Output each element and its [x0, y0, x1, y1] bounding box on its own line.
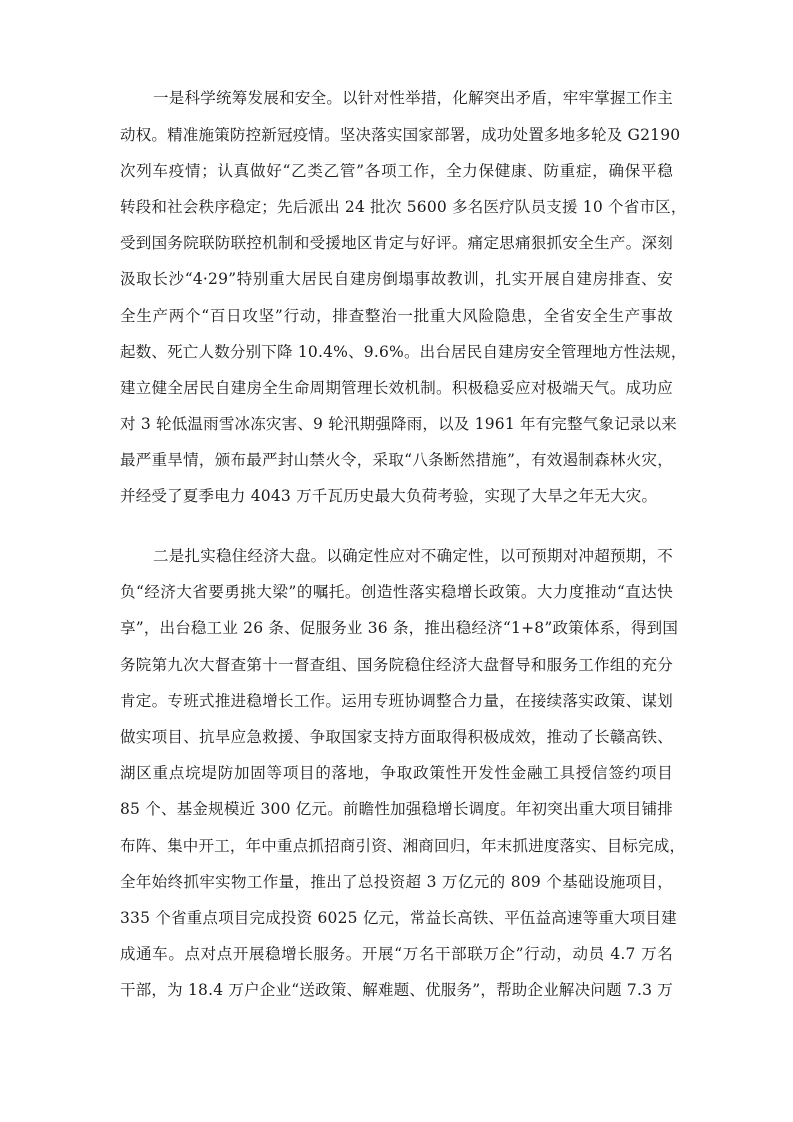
text-line: 做实项目、抗旱应急救援、争取国家支持方面取得积极成效，推动了长赣高铁、: [120, 728, 673, 746]
text-line: 全生产两个“百日攻坚”行动，排查整治一批重大风险隐患，全省安全生产事故: [120, 307, 673, 325]
text-line: 成通车。点对点开展稳增长服务。开展“万名干部联万企”行动，动员 4.7 万名: [120, 945, 673, 963]
text-line: 负“经济大省要勇挑大梁”的嘱托。创造性落实稳增长政策。大力度推动“直达快: [120, 583, 673, 601]
text-line: 汲取长沙“4·29”特别重大居民自建房倒塌事故教训，扎实开展自建房排查、安: [120, 270, 673, 288]
text-line: 一是科学统筹发展和安全。以针对性举措，化解突出矛盾，牢牢掌握工作主: [153, 89, 673, 107]
text-line: 起数、死亡人数分别下降 10.4%、9.6%。出台居民自建房安全管理地方性法规，: [120, 343, 687, 361]
text-line: 85 个、基金规模近 300 亿元。前瞻性加强稳增长调度。年初突出重大项目铺排: [120, 800, 673, 818]
text-line: 肯定。专班式推进稳增长工作。运用专班协调整合力量，在接续落实政策、谋划: [120, 692, 673, 710]
text-line: 对 3 轮低温雨雪冰冻灾害、9 轮汛期强降雨，以及 1961 年有完整气象记录以来: [120, 415, 678, 433]
text-line: 335 个省重点项目完成投资 6025 亿元，常益长高铁、平伍益高速等重大项目建: [120, 909, 677, 927]
text-line: 享”，出台稳工业 26 条、促服务业 36 条，推出稳经济“1+8”政策体系，得到国: [120, 619, 679, 637]
text-line: 干部，为 18.4 万户企业“送政策、解难题、优服务”，帮助企业解决问题 7.3 万: [120, 981, 673, 999]
text-line: 转段和社会秩序稳定；先后派出 24 批次 5600 多名医疗队员支援 10 个省市区，: [120, 198, 687, 216]
text-line: 建立健全居民自建房全生命周期管理长效机制。积极稳妥应对极端天气。成功应: [120, 379, 673, 397]
text-line: 最严重旱情，颁布最严封山禁火令，采取“八条断然措施”，有效遏制森林火灾，: [120, 451, 673, 469]
text-line: 布阵、集中开工，年中重点抓招商引资、湘商回归，年末抓进度落实、目标完成，: [120, 837, 686, 855]
text-line: 次列车疫情；认真做好“乙类乙管”各项工作，全力保健康、防重症，确保平稳: [120, 162, 673, 180]
text-line: 务院第九次大督查第十一督查组、国务院稳住经济大盘督导和服务工作组的充分: [120, 656, 673, 674]
text-line: 二是扎实稳住经济大盘。以确定性应对不确定性，以可预期对冲超预期，不: [153, 547, 673, 565]
text-line: 动权。精准施策防控新冠疫情。坚决落实国家部署，成功处置多地多轮及 G2190: [120, 126, 681, 144]
text-line: 并经受了夏季电力 4043 万千瓦历史最大负荷考验，实现了大旱之年无大灾。: [120, 487, 658, 505]
text-line: 湖区重点垸堤防加固等项目的落地，争取政策性开发性金融工具授信签约项目: [120, 764, 673, 782]
text-line: 全年始终抓牢实物工作量，推出了总投资超 3 万亿元的 809 个基础设施项目，: [120, 873, 673, 891]
text-line: 受到国务院联防联控机制和受援地区肯定与好评。痛定思痛狠抓安全生产。深刻: [120, 234, 673, 252]
